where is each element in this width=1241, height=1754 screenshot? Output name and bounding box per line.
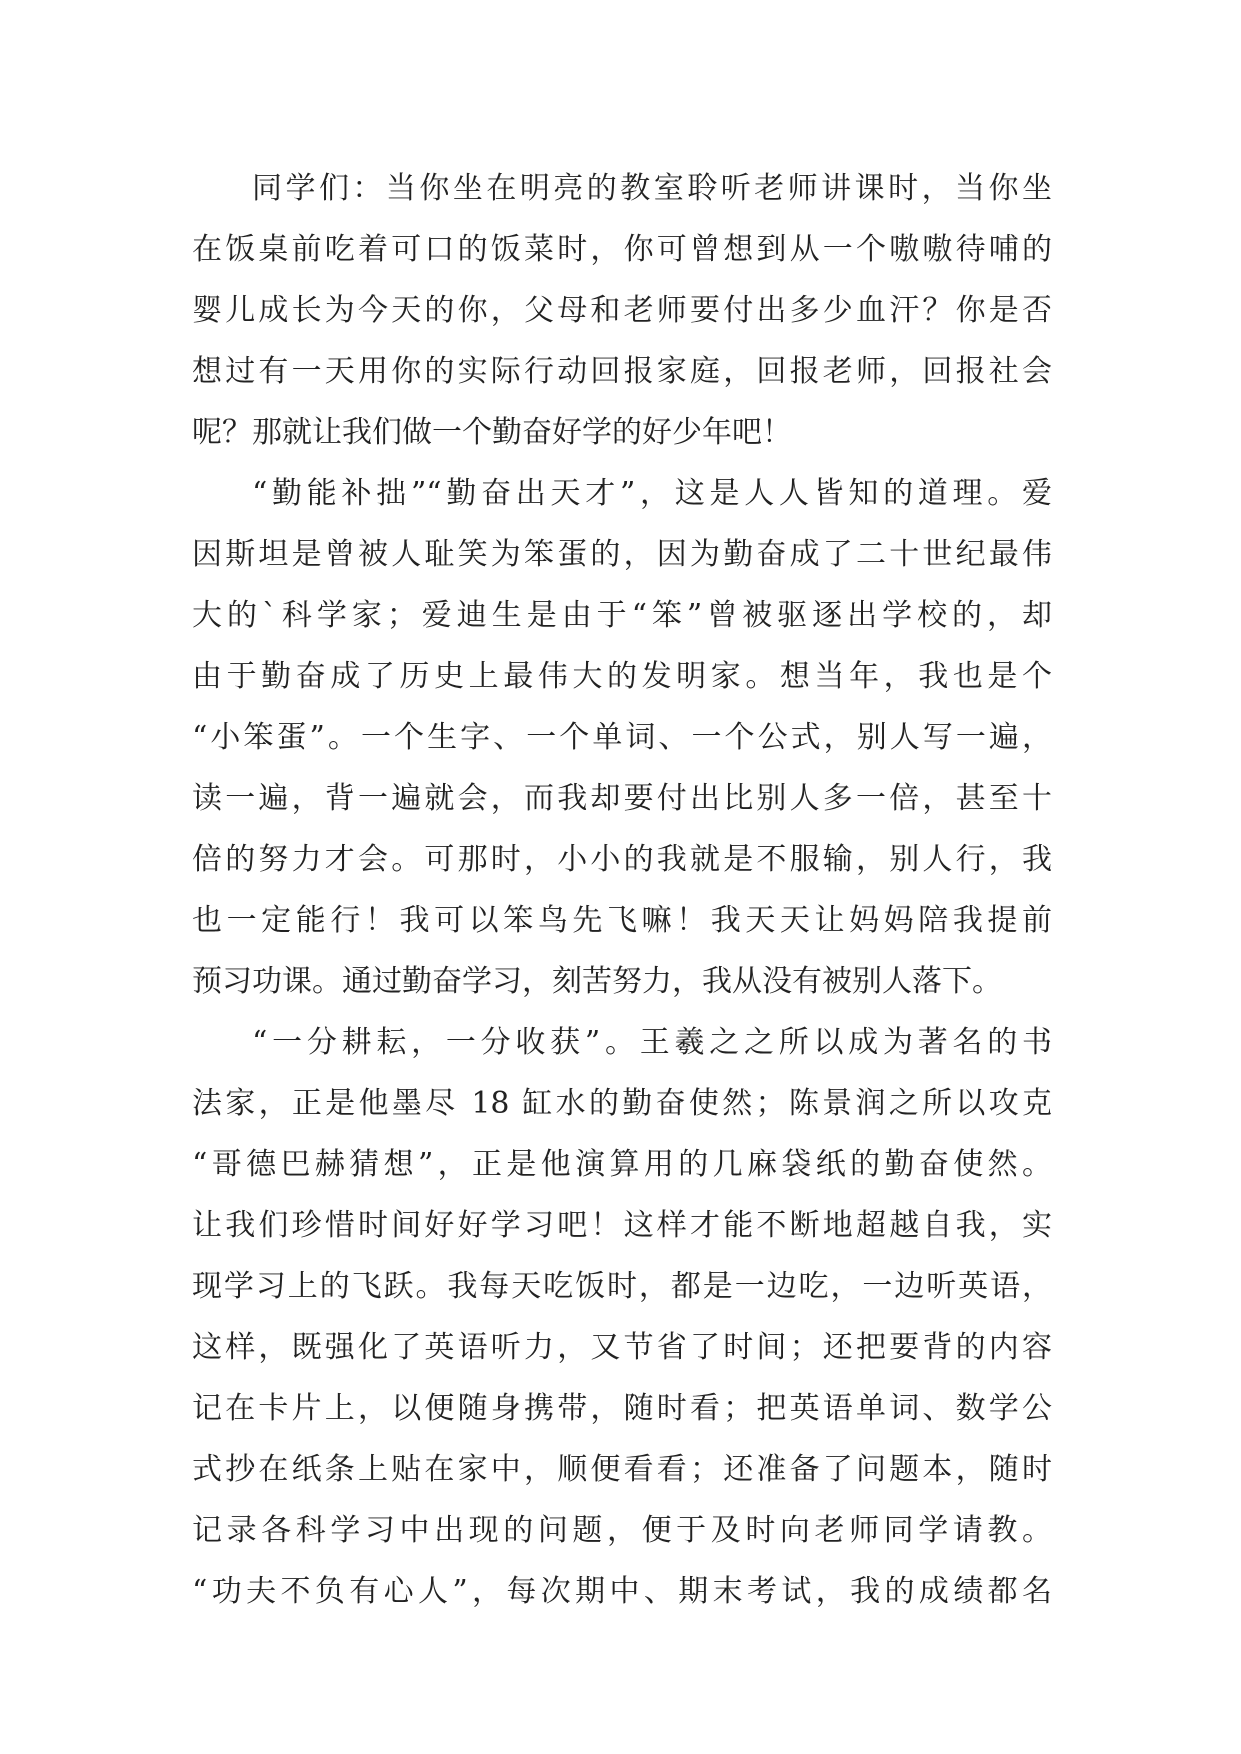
text-line: 让我们珍惜时间好好学习吧！这样才能不断地超越自我，实 — [192, 1208, 1052, 1243]
text-line: “一分耕耘，一分收获”。王羲之之所以成为著名的书 — [252, 1025, 1052, 1060]
text-line: “小笨蛋”。一个生字、一个单词、一个公式，别人写一遍， — [192, 720, 1052, 755]
text-line: “功夫不负有心人”，每次期中、期末考试，我的成绩都名 — [192, 1574, 1052, 1609]
text-line: 法家，正是他墨尽 18 缸水的勤奋使然；陈景润之所以攻克 — [192, 1086, 1052, 1121]
document-body — [192, 158, 1052, 1622]
text-line: 读一遍，背一遍就会，而我却要付出比别人多一倍，甚至十 — [192, 781, 1052, 816]
text-line: “勤能补拙”“勤奋出天才”，这是人人皆知的道理。爱 — [252, 476, 1052, 511]
paragraph-1 — [192, 158, 1052, 463]
text-line: 大的`科学家；爱迪生是由于“笨”曾被驱逐出学校的，却 — [192, 598, 1052, 633]
text-line: 倍的努力才会。可那时，小小的我就是不服输，别人行，我 — [192, 842, 1052, 877]
text-line: 现学习上的飞跃。我每天吃饭时，都是一边吃，一边听英语， — [192, 1269, 1052, 1304]
text-line: 婴儿成长为今天的你，父母和老师要付出多少血汗？你是否 — [192, 293, 1052, 328]
paragraph-3 — [192, 1012, 1052, 1622]
text-line: 预习功课。通过勤奋学习，刻苦努力，我从没有被别人落下。 — [192, 964, 1002, 999]
text-line: 同学们：当你坐在明亮的教室聆听老师讲课时，当你坐 — [252, 171, 1052, 206]
text-line: 记在卡片上，以便随身携带，随时看；把英语单词、数学公 — [192, 1391, 1052, 1426]
text-line: 在饭桌前吃着可口的饭菜时，你可曾想到从一个嗷嗷待哺的 — [192, 232, 1052, 267]
text-line: 因斯坦是曾被人耻笑为笨蛋的，因为勤奋成了二十世纪最伟 — [192, 537, 1052, 572]
text-line: 想过有一天用你的实际行动回报家庭，回报老师，回报社会 — [192, 354, 1052, 389]
text-line: 由于勤奋成了历史上最伟大的发明家。想当年，我也是个 — [192, 659, 1052, 694]
paragraph-2 — [192, 463, 1052, 1012]
text-line: 记录各科学习中出现的问题，便于及时向老师同学请教。 — [192, 1513, 1052, 1548]
text-line: 也一定能行！我可以笨鸟先飞嘛！我天天让妈妈陪我提前 — [192, 903, 1052, 938]
text-line: 这样，既强化了英语听力，又节省了时间；还把要背的内容 — [192, 1330, 1052, 1365]
text-line: 呢？那就让我们做一个勤奋好学的好少年吧！ — [192, 415, 792, 450]
text-line: “哥德巴赫猜想”，正是他演算用的几麻袋纸的勤奋使然。 — [192, 1147, 1052, 1182]
text-line: 式抄在纸条上贴在家中，顺便看看；还准备了问题本，随时 — [192, 1452, 1052, 1487]
